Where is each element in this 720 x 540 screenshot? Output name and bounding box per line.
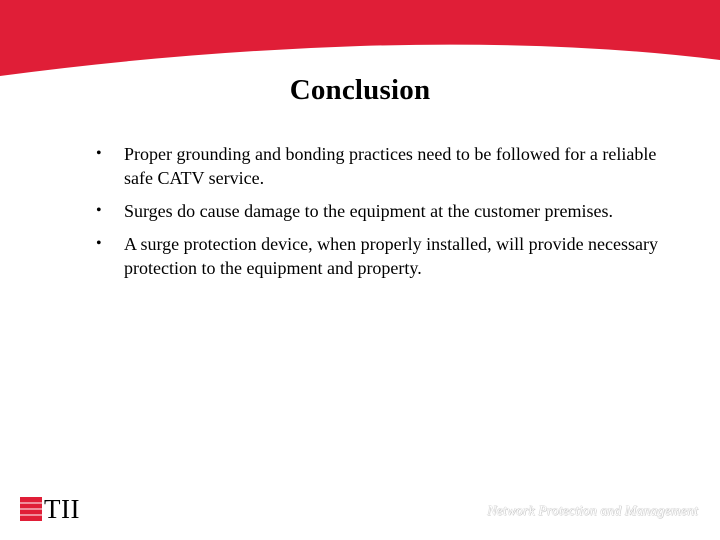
bullet-dot-icon: •: [96, 235, 102, 252]
bullet-dot-icon: •: [96, 202, 102, 219]
logo-text: TII: [44, 493, 80, 524]
footer-tagline: Network Protection and Management: [487, 504, 698, 519]
bullet-dot-icon: •: [96, 145, 102, 162]
bullet-text-1: Proper grounding and bonding practices need to be followed for a reliable safe CATV service.: [124, 144, 657, 188]
bullet-item-3: [94, 232, 674, 280]
bullet-text-3: A surge protection device, when properly installed, will provide necessary protection to the equipment and property.: [124, 234, 659, 278]
company-logo: [20, 494, 80, 524]
bullet-text-2: Surges do cause damage to the equipment at the customer premises.: [124, 201, 614, 221]
bullet-list: [94, 142, 674, 289]
header-band-shape: [0, 0, 720, 76]
bullet-item-2: [94, 199, 674, 223]
slide-title: Conclusion: [289, 74, 431, 106]
red-striped-block-icon: [20, 497, 42, 521]
bullet-item-1: [94, 142, 674, 190]
